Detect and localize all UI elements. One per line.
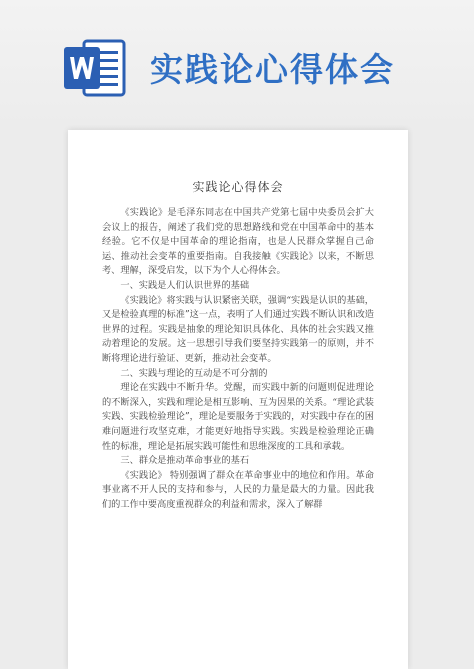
document-body [102,206,374,512]
paragraph: 《实践论》将实践与认识紧密关联，强调“实践是认识的基础，又是检验真理的标准”这一点，表明了人们通过实践不断认识和改造世界的过程。实践是抽象的理论知识具体化、具体的社会实践又推动着理论的发展。这一思想引导我们要坚持实践第一的原则，并不断将理论进行验证、更新，推动社会变革。 [102,294,374,364]
word-document-icon [62,37,126,99]
section-heading: 三、群众是推动革命事业的基石 [120,455,250,467]
paragraph: 《实践论》 特别强调了群众在革命事业中的地位和作用。革命事业离不开人民的支持和参与，人民的力量是最大的力量。因此我们的工作中要高度重视群众的利益和需求，深入了解群 [102,469,374,510]
paragraph: 《实践论》是毛泽东同志在中国共产党第七届中央委员会扩大会议上的报告，阐述了我们党的思想路线和党在中国革命中的基本经验。它不仅是中国革命的理论指南，也是人民群众掌握自己命运、推动社会变革的重要指南。自我接触《实践论》以来，不断思考、理解，深受启发，以下为个人心得体会。 [102,207,374,277]
section-heading: 一、实践是人们认识世界的基础 [120,279,250,291]
document-page [68,130,408,669]
header-banner [0,0,474,130]
section-heading: 二、实践与理论的互动是不可分割的 [120,367,268,379]
document-title: 实践论心得体会 [192,180,284,194]
paragraph: 理论在实践中不断升华。党醒，而实践中新的问题则促进理论的不断深入，实践和理论是相互影响、互为因果的关系。“理论武装实践、实践检验理论”，理论是要服务于实践的，对实践中存在的困难问题进行攻坚克难，才能更好地指导实践。实践是检验理论正确性的标准，理论是拓展实践可能性和思维深度的工具和承载。 [102,382,374,452]
header-title: 实践论心得体会 [150,50,395,89]
